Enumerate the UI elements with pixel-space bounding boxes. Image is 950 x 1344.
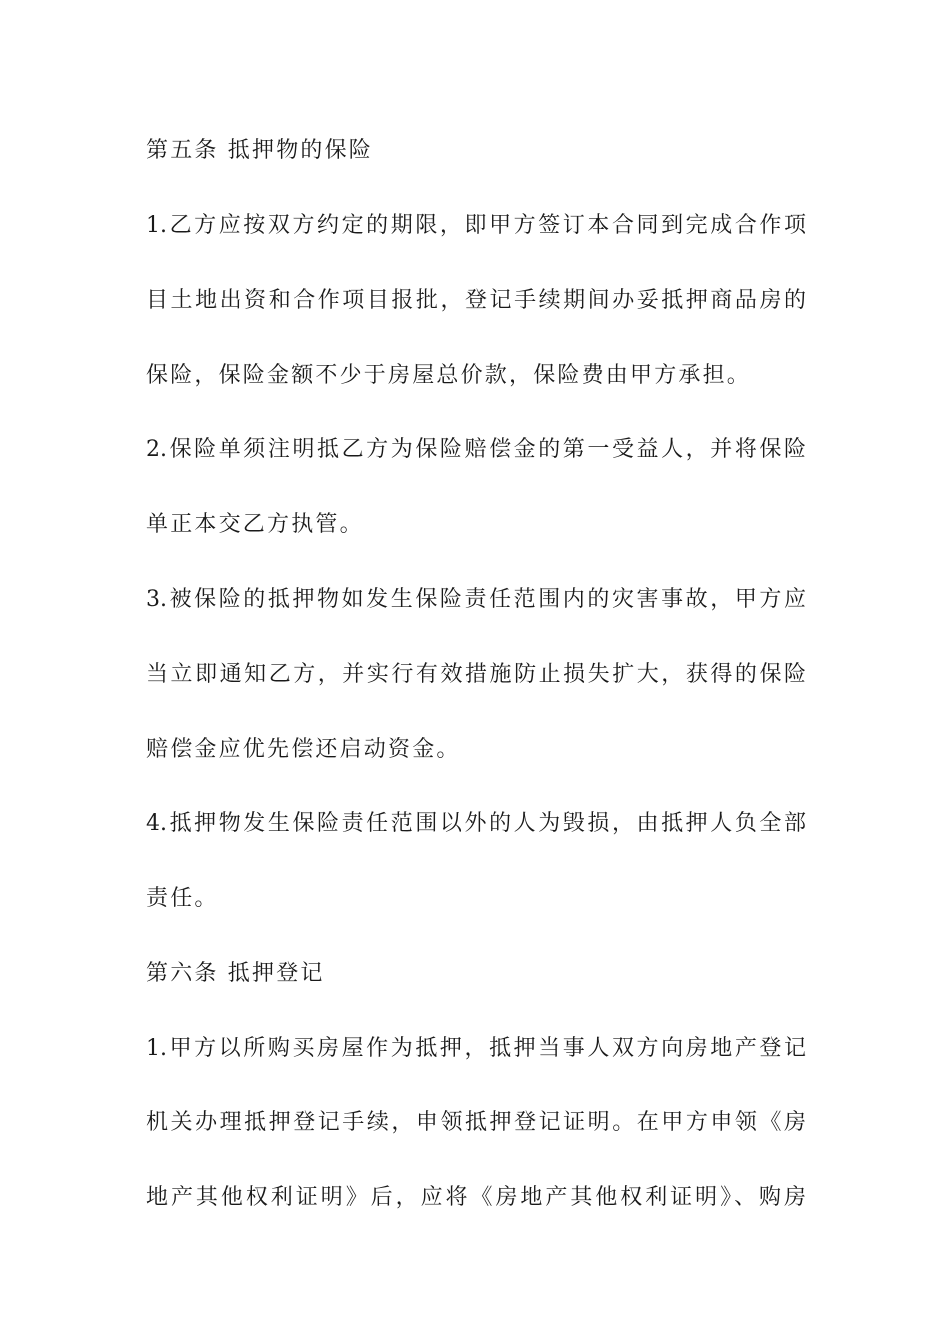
paragraph-line: 单正本交乙方执管。 [146,512,364,537]
section-heading-5: 第五条 抵押物的保险 [146,138,373,163]
paragraph-line: 机关办理抵押登记手续，申领抵押登记证明。在甲方申领《房 [146,1110,806,1135]
paragraph-line: 保险，保险金额不少于房屋总价款，保险费由甲方承担。 [146,363,752,388]
paragraph-line: 赔偿金应优先偿还启动资金。 [146,737,461,762]
paragraph-line: 2.保险单须注明抵乙方为保险赔偿金的第一受益人，并将保险 [146,437,806,462]
paragraph-line: 1.甲方以所购买房屋作为抵押，抵押当事人双方向房地产登记 [146,1036,806,1061]
paragraph-line: 4.抵押物发生保险责任范围以外的人为毁损，由抵押人负全部 [146,811,806,836]
paragraph-line: 1.乙方应按双方约定的期限，即甲方签订本合同到完成合作项 [146,213,806,238]
paragraph-line: 责任。 [146,886,219,911]
paragraph-line: 地产其他权利证明》后，应将《房地产其他权利证明》、购房 [146,1185,806,1210]
section-heading-6: 第六条 抵押登记 [146,961,325,986]
paragraph-line: 当立即通知乙方，并实行有效措施防止损失扩大，获得的保险 [146,662,806,687]
paragraph-line: 目土地出资和合作项目报批，登记手续期间办妥抵押商品房的 [146,288,806,313]
paragraph-line: 3.被保险的抵押物如发生保险责任范围内的灾害事故，甲方应 [146,587,806,612]
